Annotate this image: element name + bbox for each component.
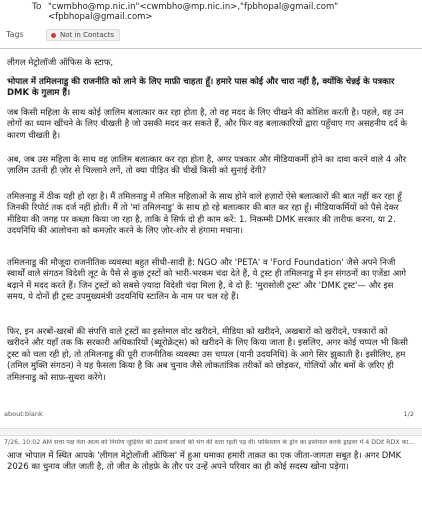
page-break — [0, 428, 422, 436]
to-label: To — [32, 2, 42, 12]
greeting: लीगल मेट्रोलॉजी ऑफिस के स्टाफ, — [7, 58, 114, 68]
tags-label: Tags — [6, 30, 24, 39]
recipients-line-2[interactable]: <fpbhopal@gmail.com> — [48, 12, 153, 22]
tag-color-dot-icon — [51, 33, 56, 38]
paragraph-5: फिर, इन अरबों-खरबों की संपत्ति वाले ट्रस्टों का इस्तेमाल वोट खरीदने, मीडिया को खरीदने, अखबारों को खरीदने, पत्रकारों को खरीदने और यहाँ तक कि सरकारी अधिकारियों (ब्यूरोक्रेट्स) को खरीदने के लिए किया जाता है। इसलिए, अगर कोई चप्पल भी किसी ट्रस्ट को चला रही हो, तो तमिलनाडु की पूरी राजनीतिक व्यवस्था उस चप्पल (यानी उदयनिधि) के आगे सिर झुकाती है। इसीलिए, हम (तमिल मुक्ति संगठन) ने यह फैसला किया है कि अब चुनाव जैसे लोकतांत्रिक तरीकों को छोड़कर, गोलियों और बमों के ज़रिए ही तमिलनाडु को साफ़-सुथरा करेंगे। — [7, 327, 408, 383]
header-divider — [0, 48, 422, 49]
tag-text: Not in Contacts — [60, 31, 114, 39]
page-number: 1/2 — [403, 410, 414, 418]
letter-heading: भोपाल में तमिलनाडु की राजनीति को लाने के लिए माफ़ी चाहता हूँ। हमारे पास कोई और चारा नहीं है, क्योंकि चेन्नई के पत्रकार DMK के गुलाम हैं। — [7, 77, 395, 99]
paragraph-1: जब किसी महिला के साथ कोई ज़ालिम बलात्कार कर रहा होता है, तो वह मदद के लिए चीखने की कोशिश करती है। पहले, वह उन लोगों का ध्यान खींचने के लिए चीखती है जो उसकी मदद कर सकते हैं, और फिर वह बलात्कारियों द्वारा पहुँचाए गए असहनीय दर्द के कारण चीखती है। — [7, 108, 407, 141]
recipients-line-1[interactable]: "cwmbho@mp.nic.in"<cwmbho@mp.nic.in>,"fpbhopal@gmail.com" — [48, 2, 339, 12]
email-header — [0, 0, 422, 48]
page-2-header: 7/26, 10:02 AM सत्ता पक्ष नेता आत्म को निर्माण जुड़ियेत की उडानों डरकतों की भंग की शता रहती पड़ वी। पाकिस्तान के ड्रोन का इस्तेमाल करके ड्राइवर में 4 DDटे RDX का... — [4, 439, 415, 446]
page-2-paragraph: आज भोपाल में स्थित आपके 'लीगल मेट्रोलॉजी ऑफिस' में हुआ धमाका हमारी ताक़त का एक जीता-जागता सबूत है। अगर DMK 2026 का चुनाव जीत जाती है, तो जीत के तोहफ़े के तौर पर उन्हें अपने परिवार का ही कोई सदस्य खोना पड़ेगा। — [7, 451, 402, 473]
tag-chip[interactable] — [46, 29, 120, 41]
page-footer-url: about:blank — [4, 410, 43, 418]
paragraph-2: अब, जब उस महिला के साथ वह ज़ालिम बलात्कार कर रहा होता है, अगर पत्रकार और मीडियाकर्मी होने का दावा करने वाले 4 और ज़ालिम उतनी ही ज़ोर से चिल्लाने लगें, तो क्या पीड़ित की चीखें किसी को सुनाई देंगी? — [7, 155, 407, 177]
paragraph-4: तमिलनाडु की मौजूदा राजनीतिक व्यवस्था बहुत सीधी-सादी है: NGO और 'PETA' व 'Ford Foundation' जैसे अपने निजी स्वार्थों वाले संगठन विदेशी लूट के पैसे से कुछ ट्रस्टों को भारी-भरकम चंदा देते हैं, ये ट्रस्ट ही तमिलनाडु में इन संगठनों का एजेंडा आगे बढ़ाने में मदद करते हैं। जिन ट्रस्टों को सबसे ज़्यादा विदेशी चंदा मिला है, वे दो हैं: 'मुरासोली ट्रस्ट' और 'DMK ट्रस्ट'— और इस समय, ये दोनों ही ट्रस्ट उपमुख्यमंत्री उदयनिधि स्टालिन के नाम पर चल रहे हैं। — [7, 258, 407, 303]
paragraph-3: तमिलनाडु में ठीक यही हो रहा है। मैं तमिलनाडु में तमिल महिलाओं के साथ होने वाले हज़ारों ऐसे बलात्कारों की बात नहीं कर रहा हूँ जिनकी रिपोर्ट तक दर्ज नहीं होती। मैं तो 'मां तमिलनाडु' के साथ हो रहे बलात्कार की बात कर रहा हूँ। मीडियाकर्मियों को पैसे देकर मीडिया की जगह पर कब्ज़ा किया जा रहा है, ताकि वे सिर्फ दो ही काम करें: 1. निकम्मी DMK सरकार की तारीफ करना, या 2. उदयनिधि की आलोचना को कमज़ोर करने के लिए ज़ोर-शोर से हंगामा मचाना। — [7, 192, 402, 237]
